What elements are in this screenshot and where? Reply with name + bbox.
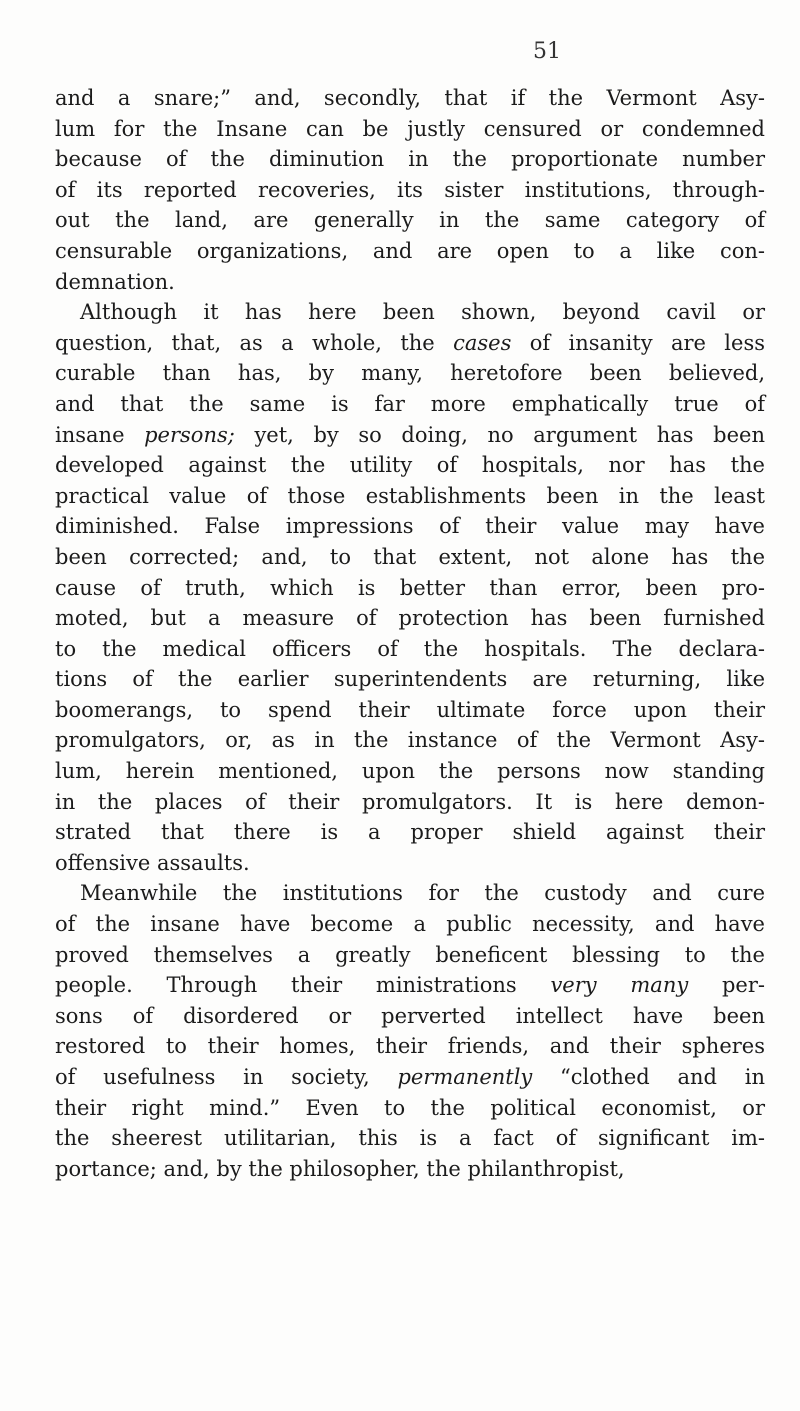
text-run: their right mind.” Even to the political economist, or xyxy=(55,1095,765,1120)
text-line xyxy=(55,787,765,818)
text-run: of usefulness in society, xyxy=(55,1065,398,1089)
text-run: of insanity are less xyxy=(511,330,765,355)
text-line xyxy=(55,1001,765,1032)
text-line xyxy=(55,450,765,481)
text-line xyxy=(55,1093,765,1124)
text-run: portance; and, by the philosopher, the philanthropist, xyxy=(55,1156,625,1181)
text-line xyxy=(55,83,765,114)
text-line xyxy=(55,695,765,726)
text-run: lum for the Insane can be justly censured or condemned xyxy=(55,116,765,141)
text-run: insane xyxy=(55,422,145,447)
text-run: of its reported recoveries, its sister institutions, through- xyxy=(55,177,765,202)
italic-text: very many xyxy=(550,973,689,998)
text-line xyxy=(55,297,765,328)
text-run: moted, but a measure of protection has been furnished xyxy=(55,606,765,631)
text-line xyxy=(55,389,765,420)
text-run: lum, herein mentioned, upon the persons now standing xyxy=(55,759,765,784)
text-line xyxy=(55,114,765,145)
text-line xyxy=(55,481,765,512)
text-line xyxy=(55,175,765,206)
text-line xyxy=(55,634,765,665)
page-number: 51 xyxy=(533,39,561,64)
text-line xyxy=(55,573,765,604)
text-run: question, that, as a whole, the xyxy=(55,330,454,355)
text-line xyxy=(55,1154,765,1185)
text-line xyxy=(55,817,765,848)
text-run: strated that there is a proper shield against their xyxy=(55,820,765,845)
text-run: offensive assaults. xyxy=(55,850,250,875)
text-line xyxy=(55,236,765,267)
body-text xyxy=(55,83,765,1184)
text-run: and a snare;” and, secondly, that if the Vermont Asy- xyxy=(55,86,765,110)
text-line xyxy=(55,664,765,695)
text-line xyxy=(55,940,765,971)
text-run: practical value of those establishments been in the least xyxy=(55,483,765,508)
text-line xyxy=(55,542,765,573)
text-run: sons of disordered or perverted intellect have been xyxy=(55,1003,765,1028)
paragraph xyxy=(55,83,765,297)
text-run: promulgators, or, as in the instance of the Vermont Asy- xyxy=(55,728,765,753)
text-line xyxy=(55,511,765,542)
text-line xyxy=(55,1123,765,1154)
text-line xyxy=(55,970,765,1001)
text-line xyxy=(55,1062,765,1093)
text-line xyxy=(55,144,765,175)
text-run: demnation. xyxy=(55,269,175,294)
text-run: because of the diminution in the proportionate number xyxy=(55,147,765,172)
text-line xyxy=(55,358,765,389)
text-run: per- xyxy=(688,973,765,998)
text-run: curable than has, by many, heretofore been believed, xyxy=(55,361,765,386)
text-line xyxy=(55,603,765,634)
italic-text: persons; xyxy=(144,422,235,447)
text-line xyxy=(55,205,765,236)
paragraph xyxy=(55,878,765,1184)
text-line xyxy=(55,878,765,909)
text-run: censurable organizations, and are open to a like con- xyxy=(55,238,765,263)
text-line xyxy=(55,1031,765,1062)
text-run: to the medical officers of the hospitals. The declara- xyxy=(55,636,765,661)
text-line xyxy=(55,725,765,756)
text-line xyxy=(55,267,765,298)
text-run: cause of truth, which is better than error, been pro- xyxy=(55,575,765,600)
text-run: Meanwhile the institutions for the custody and cure xyxy=(80,881,765,906)
text-run: people. Through their ministrations xyxy=(55,973,551,998)
text-run: tions of the earlier superintendents are returning, like xyxy=(55,667,765,692)
text-run: proved themselves a greatly beneficent blessing to the xyxy=(55,942,765,967)
text-run: in the places of their promulgators. It is here demon- xyxy=(55,789,765,814)
text-run: yet, by so doing, no argument has been xyxy=(234,422,765,447)
text-run: diminished. False impressions of their value may have xyxy=(55,514,765,539)
italic-text: cases xyxy=(453,330,512,355)
text-run: been corrected; and, to that extent, not alone has the xyxy=(55,544,765,569)
text-run: restored to their homes, their friends, and their spheres xyxy=(55,1034,765,1059)
text-run: of the insane have become a public necessity, and have xyxy=(55,912,765,937)
text-line xyxy=(55,848,765,879)
text-run: “clothed and in xyxy=(532,1065,765,1089)
italic-text: permanently xyxy=(397,1065,533,1089)
text-run: boomerangs, to spend their ultimate force upon their xyxy=(55,697,765,722)
text-run: developed against the utility of hospitals, nor has the xyxy=(55,453,765,478)
text-line xyxy=(55,420,765,451)
text-line xyxy=(55,756,765,787)
text-run: and that the same is far more emphatically true of xyxy=(55,391,765,416)
text-run: the sheerest utilitarian, this is a fact of significant im- xyxy=(55,1126,765,1151)
text-line xyxy=(55,909,765,940)
text-run: out the land, are generally in the same category of xyxy=(55,208,765,233)
text-line xyxy=(55,328,765,359)
paragraph xyxy=(55,297,765,878)
text-run: Although it has here been shown, beyond cavil or xyxy=(80,300,765,325)
